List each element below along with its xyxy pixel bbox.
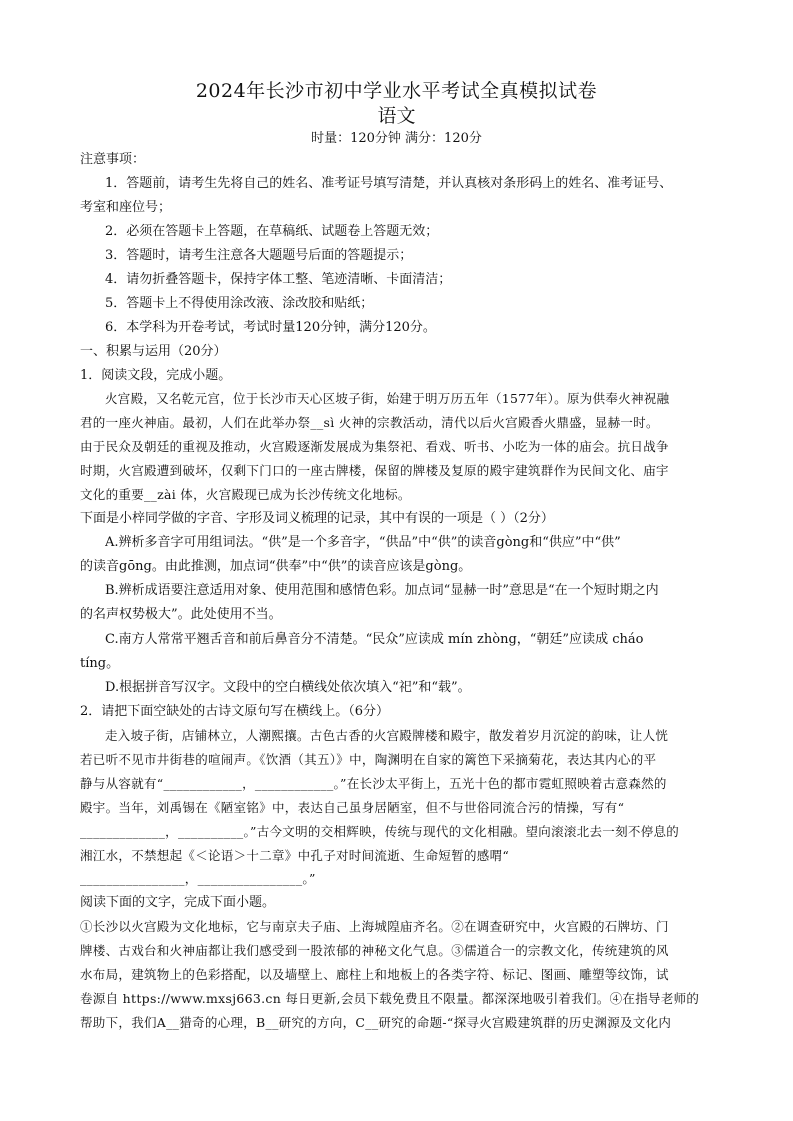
passage-3-line: 帮助下，我们A__猎奇的心理，B__研究的方向，C__研究的命题-“探寻火宫殿建筑群的历史渊源及文化内 bbox=[80, 1015, 672, 1030]
notice-line: 3．答题时，请考生注意各大题题号后面的答题提示； bbox=[105, 248, 413, 263]
subject-title: 语文 bbox=[377, 105, 416, 127]
passage-3-line: ①长沙以火宫殿为文化地标，它与南京夫子庙、上海城隍庙齐名。②在调查研究中，火宫殿的石牌坊、门 bbox=[80, 919, 669, 934]
passage-1-line: 君的一座火神庙。最初，人们在此举办祭__sì 火神的宗教活动，清代以后火宫殿香火鼎盛，显赫一时。 bbox=[80, 415, 659, 430]
passage-2-line: 若已听不见市井街巷的喧闹声。《饮酒（其五）》中，陶渊明在自家的篱笆下采摘菊花，表达其内心的平 bbox=[80, 752, 657, 767]
passage-1-line: 时期，火宫殿遭到破坏，仅剩下门口的一座古牌楼，保留的牌楼及复原的殿宇建筑群作为民间文化、庙宇 bbox=[80, 463, 669, 478]
option-c-line: C.南方人常常平翘舌音和前后鼻音分不清楚。“民众”应读成 mín zhòng，“朝廷”应读成 cháo bbox=[105, 632, 644, 647]
passage-2-line: 湘江水，不禁想起《＜论语＞十二章》中孔子对时间流逝、生命短暂的感喟“ bbox=[80, 848, 510, 863]
passage-2-line: 走入坡子街，店铺林立，人潮熙攘。古色古香的火宫殿牌楼和殿宇，散发着岁月沉淀的韵味，让人恍 bbox=[105, 728, 669, 743]
passage-3-line: 水布局，建筑物上的色彩搭配，以及墙壁上、廊柱上和地板上的各类字符、标记、图画、雕塑等纹饰，试 bbox=[80, 967, 669, 982]
passage-1-line: 文化的重要__zài 体，火宫殿现已成为长沙传统文化地标。 bbox=[80, 487, 411, 502]
exam-meta: 时量：120分钟 满分：120分 bbox=[311, 131, 482, 146]
notice-heading: 注意事项： bbox=[80, 152, 146, 167]
question-2-stem: 2．请把下面空缺处的古诗文原句写在横线上。（6分） bbox=[80, 704, 390, 719]
passage-3-line: 卷源自 https://www.mxsj663.cn 每日更新,会员下载免费且不限量。都深深地吸引着我们。④在指导老师的 bbox=[80, 991, 700, 1006]
option-a-line: A.辨析多音字可用组词法。“供”是一个多音字，“供品”中“供”的读音gòng和“供应”中“供” bbox=[105, 535, 621, 550]
page-title: 2024年长沙市初中学业水平考试全真模拟试卷 bbox=[195, 80, 598, 102]
passage-2-line: ________________，________________。” bbox=[80, 871, 316, 886]
notice-line: 5．答题卡上不得使用涂改液、涂改胶和贴纸； bbox=[105, 296, 374, 311]
section-heading: 一、积累与运用（20分） bbox=[80, 344, 227, 359]
notice-line: 6．本学科为开卷考试，考试时量120分钟，满分120分。 bbox=[105, 320, 436, 335]
notice-line: 2．必须在答题卡上答题，在草稿纸、试题卷上答题无效； bbox=[105, 224, 439, 239]
option-d-line: D.根据拼音写汉字。文段中的空白横线处依次填入“祀”和“载”。 bbox=[105, 680, 471, 695]
passage-1-line: 火宫殿，又名乾元宫，位于长沙市天心区坡子街，始建于明万历五年（1577年）。原为供奉火神祝融 bbox=[105, 391, 670, 406]
question-1-stem: 下面是小梓同学做的字音、字形及词义梳理的记录，其中有误的一项是（ ）（2分） bbox=[80, 511, 554, 526]
option-c-line: tíng。 bbox=[80, 656, 120, 671]
passage-1-line: 由于民众及朝廷的重视及推动，火宫殿逐渐发展成为集祭祀、看戏、听书、小吃为一体的庙会。抗日战争 bbox=[80, 439, 669, 454]
notice-line: 1．答题前，请考生先将自己的姓名、准考证号填写清楚，并认真核对条形码上的姓名、准考证号、 bbox=[105, 176, 673, 191]
notice-line: 考室和座位号； bbox=[80, 200, 172, 215]
passage-2-line: 殿宇。当年，刘禹锡在《陋室铭》中，表达自己虽身居陋室，但不与世俗同流合污的情操，写有“ bbox=[80, 800, 625, 815]
question-1-intro: 1．阅读文段，完成小题。 bbox=[80, 368, 232, 383]
passage-2-line: 静与从容就有“____________，____________。”在长沙太平街上，五光十色的都市霓虹照映着古意森然的 bbox=[80, 776, 667, 791]
passage-3-line: 牌楼、古戏台和火神庙都让我们感受到一股浓郁的神秘文化气息。③儒道合一的宗教文化，传统建筑的风 bbox=[80, 943, 669, 958]
reading-intro: 阅读下面的文字，完成下面小题。 bbox=[80, 895, 276, 910]
option-b-line: 的名声权势极大”。此处使用不当。 bbox=[80, 607, 282, 622]
passage-2-line: _____________，__________。”古今文明的交相辉映，传统与现代的文化相融。望向滚滚北去一刻不停息的 bbox=[80, 824, 680, 839]
option-b-line: B.辨析成语要注意适用对象、使用范围和感情色彩。加点词“显赫一时”意思是“在一个短时期之内 bbox=[105, 583, 659, 598]
option-a-line: 的读音gōng。由此推测，加点词“供奉”中“供”的读音应该是gòng。 bbox=[80, 559, 472, 574]
notice-line: 4．请勿折叠答题卡，保持字体工整、笔迹清晰、卡面清洁； bbox=[105, 272, 452, 287]
